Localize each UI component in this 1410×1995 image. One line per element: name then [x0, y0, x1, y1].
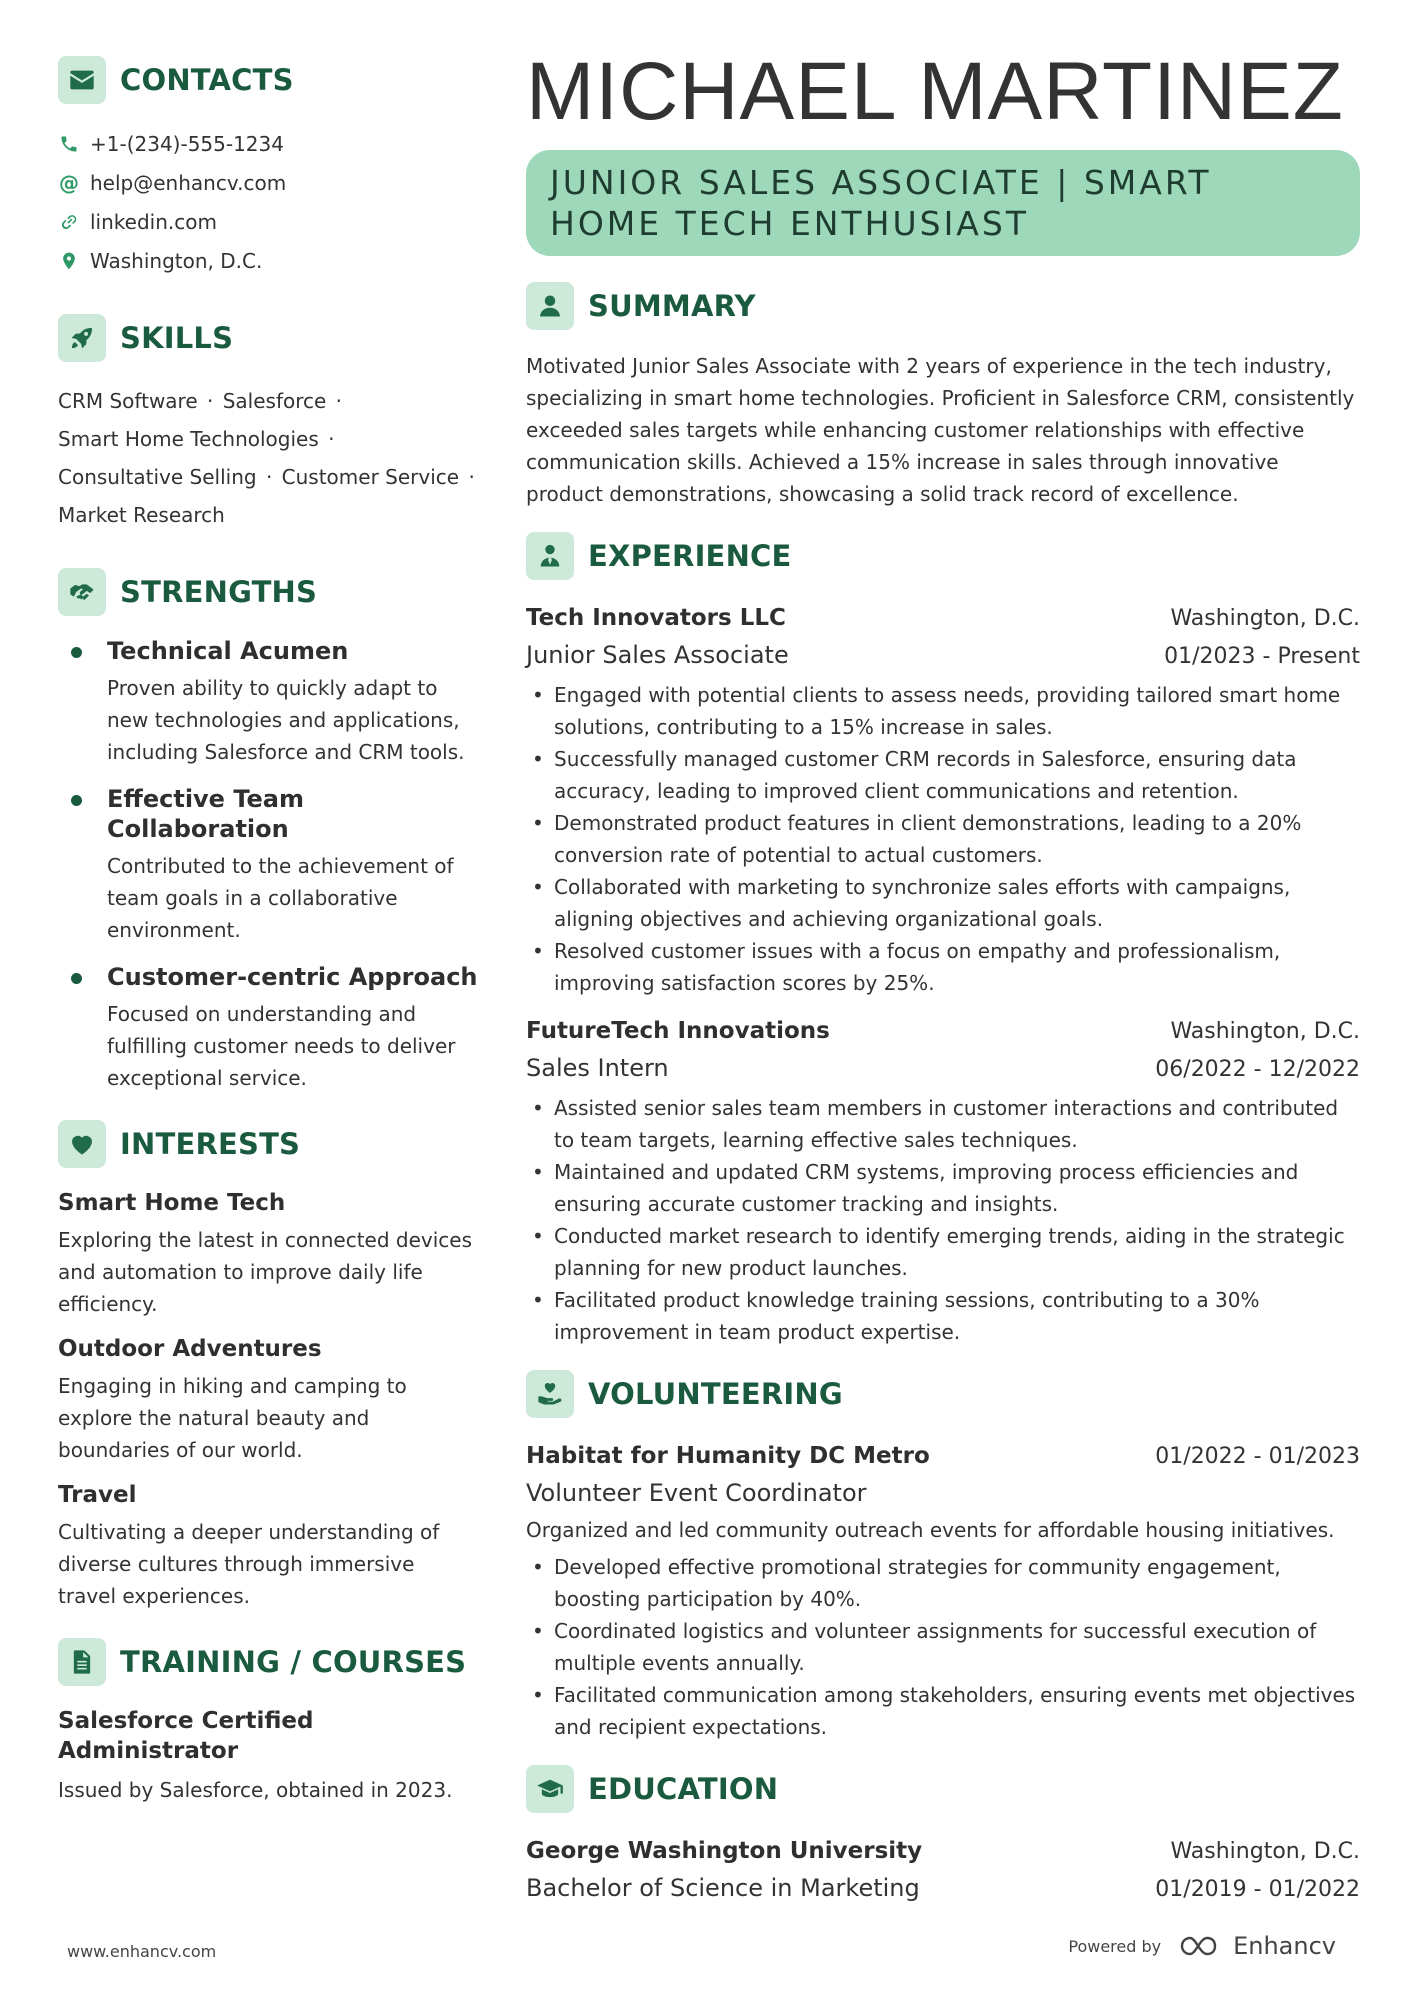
skill-item: CRM Software · [58, 389, 214, 413]
interest-desc: Engaging in hiking and camping to explore the natural beauty and boundaries of our world. [58, 1374, 407, 1462]
contacts-header [58, 56, 478, 104]
contact-location-text: Washington, D.C. [90, 248, 263, 273]
volunteering-bullets [526, 1551, 1360, 1743]
skill-item: Salesforce · [222, 389, 343, 413]
contacts-heading: CONTACTS [120, 63, 294, 97]
list-item: • Facilitated communication among stakeholders, ensuring events met objectives and recipient expectations. [526, 1679, 1360, 1743]
interests-heading: INTERESTS [120, 1127, 301, 1161]
interests-section [58, 1120, 478, 1612]
skills-list [58, 382, 478, 534]
enhancv-logo-icon [1179, 1933, 1225, 1959]
school-name: George Washington University [526, 1838, 923, 1864]
training-section [58, 1638, 478, 1806]
education-entry [526, 1833, 1360, 1908]
volunteering-section [526, 1370, 1360, 1743]
strengths-header [58, 568, 478, 616]
candidate-name: MICHAEL MARTINEZ [526, 46, 1344, 137]
skill-item: Customer Service · [281, 465, 475, 489]
envelope-icon [58, 56, 106, 104]
entry-header-row [526, 1438, 1360, 1475]
strengths-heading: STRENGTHS [120, 575, 318, 609]
list-item: • Resolved customer issues with a focus on empathy and professionalism, improving satisfaction scores by 25%. [526, 935, 1360, 999]
entry-header-row [526, 1013, 1360, 1050]
strength-item [58, 636, 478, 768]
education-section [526, 1765, 1360, 1908]
experience-section [526, 532, 1360, 1348]
interest-desc: Cultivating a deeper understanding of diverse cultures through immersive travel experiences. [58, 1520, 440, 1608]
contact-email [58, 163, 478, 202]
link-icon [58, 211, 80, 233]
bullet-dot [71, 795, 82, 806]
company-name: Tech Innovators LLC [526, 605, 786, 631]
strength-title: Effective Team Collaboration [107, 785, 304, 843]
skills-header [58, 314, 478, 362]
volunteer-desc: Organized and led community outreach events for affordable housing initiatives. [526, 1518, 1335, 1542]
person-icon [526, 282, 574, 330]
summary-heading: SUMMARY [588, 289, 756, 323]
experience-bullets [526, 679, 1360, 999]
interest-desc: Exploring the latest in connected devices and automation to improve daily life efficiency. [58, 1228, 473, 1316]
strength-desc: Contributed to the achievement of team goals in a collaborative environment. [107, 854, 454, 942]
strength-desc: Focused on understanding and fulfilling customer needs to deliver exceptional service. [107, 1002, 456, 1090]
powered-by-label: Powered by [1068, 1936, 1162, 1956]
degree: Bachelor of Science in Marketing [526, 1874, 920, 1902]
entry-dates: 01/2023 - Present [1164, 644, 1360, 669]
list-item: • Demonstrated product features in client demonstrations, leading to a 20% conversion rate of potential to actual customers. [526, 807, 1360, 871]
footer-website[interactable]: www.enhancv.com [67, 1942, 217, 1961]
contact-phone-text[interactable]: +1-(234)-555-1234 [90, 131, 284, 156]
list-item: • Facilitated product knowledge training sessions, contributing to a 30% improvement in team product expertise. [526, 1284, 1360, 1348]
entry-role-row [526, 637, 1360, 675]
volunteering-header [526, 1370, 1360, 1418]
entry-location: Washington, D.C. [1170, 1019, 1360, 1044]
organization-name: Habitat for Humanity DC Metro [526, 1443, 930, 1469]
contact-linkedin [58, 202, 478, 241]
experience-heading: EXPERIENCE [588, 539, 792, 573]
list-item: • Coordinated logistics and volunteer assignments for successful execution of multiple events annually. [526, 1615, 1360, 1679]
entry-dates: 01/2019 - 01/2022 [1155, 1877, 1360, 1902]
strengths-section [58, 568, 478, 1094]
bullet-dot [71, 973, 82, 984]
footer-powered-by [1068, 1932, 1336, 1960]
contact-linkedin-text[interactable]: linkedin.com [90, 209, 217, 234]
summary-text: Motivated Junior Sales Associate with 2 years of experience in the tech industry, specializing in smart home technologies. Proficient in Salesforce CRM, consistently exceeded sales targets while enhancing customer relationships with effective communication skills. Achieved a 15% increase in sales through innovative product demonstrations, showcasing a solid track record of excellence. [526, 354, 1355, 506]
businessperson-icon [526, 532, 574, 580]
training-desc: Issued by Salesforce, obtained in 2023. [58, 1778, 453, 1802]
entry-dates: 01/2022 - 01/2023 [1155, 1444, 1360, 1469]
list-item: • Engaged with potential clients to assess needs, providing tailored smart home solutions, contributing to a 15% increase in sales. [526, 679, 1360, 743]
company-name: FutureTech Innovations [526, 1018, 830, 1044]
list-item: • Conducted market research to identify emerging trends, aiding in the strategic planning for new product launches. [526, 1220, 1360, 1284]
interest-title: Travel [58, 1482, 137, 1508]
interest-title: Smart Home Tech [58, 1190, 286, 1216]
experience-header [526, 532, 1360, 580]
strength-desc: Proven ability to quickly adapt to new technologies and applications, including Salesforce and CRM tools. [107, 676, 465, 764]
at-icon: @ [59, 170, 79, 195]
interest-title: Outdoor Adventures [58, 1336, 322, 1362]
skill-item: Consultative Selling · [58, 465, 273, 489]
entry-role-row [526, 1050, 1360, 1088]
experience-bullets [526, 1092, 1360, 1348]
graduation-cap-icon [526, 1765, 574, 1813]
volunteering-entry [526, 1438, 1360, 1743]
volunteer-role: Volunteer Event Coordinator [526, 1479, 867, 1507]
entry-location: Washington, D.C. [1170, 1839, 1360, 1864]
list-item: • Assisted senior sales team members in customer interactions and contributed to team targets, learning effective sales techniques. [526, 1092, 1360, 1156]
document-icon [58, 1638, 106, 1686]
volunteering-heading: VOLUNTEERING [588, 1377, 843, 1411]
hand-heart-icon [526, 1370, 574, 1418]
skill-item: Smart Home Technologies · [58, 427, 335, 451]
job-role: Sales Intern [526, 1054, 669, 1082]
skills-section [58, 314, 478, 534]
location-pin-icon [58, 250, 80, 272]
phone-icon [58, 133, 80, 155]
contact-location [58, 241, 478, 280]
heart-icon [58, 1120, 106, 1168]
entry-header-row [526, 600, 1360, 637]
education-heading: EDUCATION [588, 1772, 779, 1806]
interest-item [58, 1334, 478, 1466]
strength-title: Customer-centric Approach [107, 963, 478, 991]
interest-item [58, 1188, 478, 1320]
entry-location: Washington, D.C. [1170, 606, 1360, 631]
handshake-icon [58, 568, 106, 616]
right-column [526, 46, 1360, 1930]
summary-section [526, 282, 1360, 510]
list-item: • Developed effective promotional strategies for community engagement, boosting participation by 40%. [526, 1551, 1360, 1615]
list-item: • Successfully managed customer CRM records in Salesforce, ensuring data accuracy, leading to improved client communications and retention. [526, 743, 1360, 807]
training-heading: TRAINING / COURSES [120, 1645, 467, 1679]
experience-entry [526, 600, 1360, 999]
entry-degree-row [526, 1870, 1360, 1908]
contacts-section [58, 56, 478, 280]
interest-item [58, 1480, 478, 1612]
strength-title: Technical Acumen [107, 637, 349, 665]
entry-dates: 06/2022 - 12/2022 [1155, 1057, 1360, 1082]
strength-item [58, 962, 478, 1094]
left-column [58, 56, 478, 1820]
job-title-banner: JUNIOR SALES ASSOCIATE | SMART HOME TECH ENTHUSIAST [526, 150, 1360, 256]
skill-item: Market Research [58, 503, 225, 527]
brand-name: Enhancv [1233, 1932, 1336, 1960]
skills-heading: SKILLS [120, 321, 234, 355]
summary-header [526, 282, 1360, 330]
training-title: Salesforce Certified Administrator [58, 1708, 314, 1764]
contact-phone [58, 124, 478, 163]
entry-header-row [526, 1833, 1360, 1870]
enhancv-brand[interactable] [1179, 1932, 1336, 1960]
experience-entry [526, 1013, 1360, 1348]
training-header [58, 1638, 478, 1686]
list-item: • Collaborated with marketing to synchronize sales efforts with campaigns, aligning objectives and achieving organizational goals. [526, 871, 1360, 935]
rocket-icon [58, 314, 106, 362]
job-role: Junior Sales Associate [526, 641, 789, 669]
list-item: • Maintained and updated CRM systems, improving process efficiencies and ensuring accurate customer tracking and insights. [526, 1156, 1360, 1220]
bullet-dot [71, 647, 82, 658]
training-item [58, 1706, 478, 1806]
strength-item [58, 784, 478, 946]
contact-email-text[interactable]: help@enhancv.com [90, 170, 287, 195]
education-header [526, 1765, 1360, 1813]
interests-header [58, 1120, 478, 1168]
